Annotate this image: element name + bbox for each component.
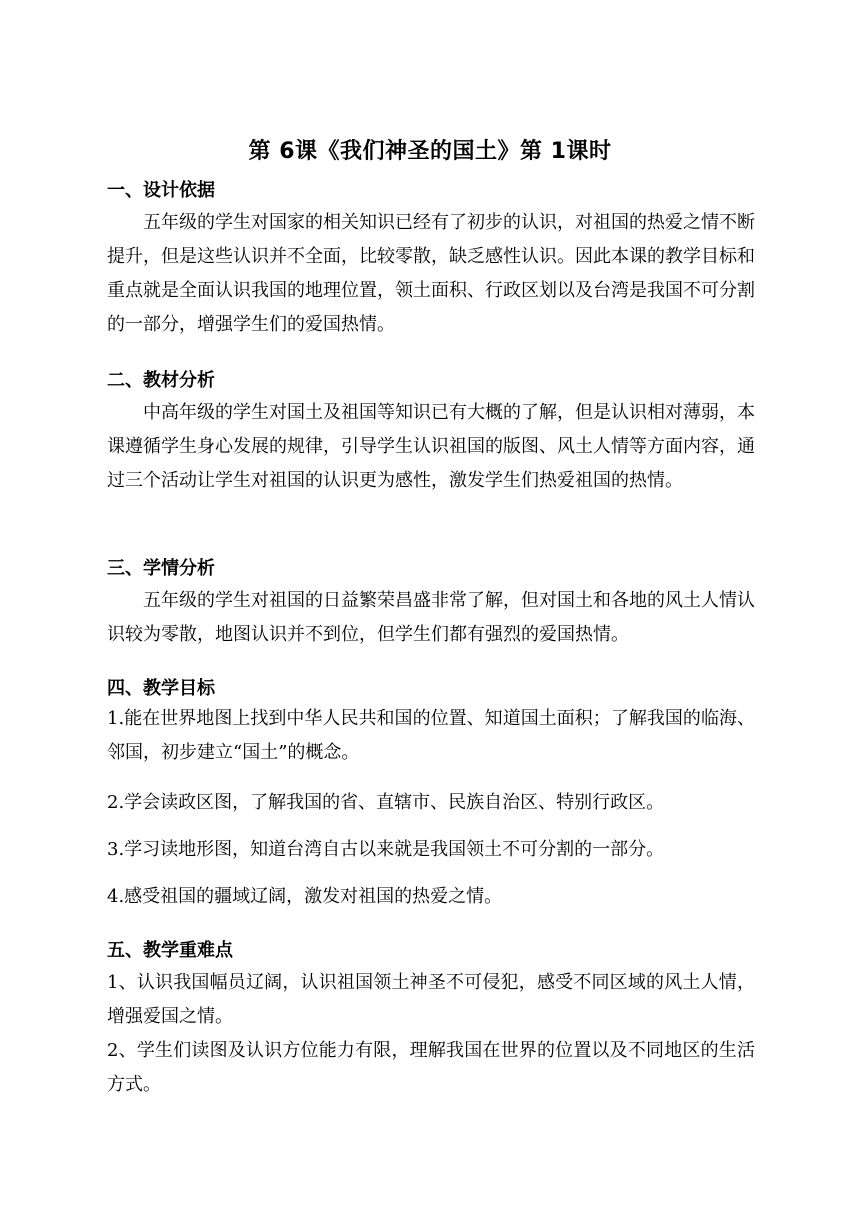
key-point-item: 1、认识我国幅员辽阔，认识祖国领土神圣不可侵犯，感受不同区域的风土人情，增强爱国之情。 [107, 972, 755, 1027]
lesson-title: 第 6课《我们神圣的国土》第 1课时 [248, 139, 612, 164]
key-point-item: 2、学生们读图及认识方位能力有限，理解我国在世界的位置以及不同地区的生活方式。 [107, 1040, 755, 1095]
goal-item: 2.学会读政区图，了解我国的省、直辖市、民族自治区、特别行政区。 [107, 792, 665, 813]
section-heading-material-analysis: 二、教材分析 [107, 370, 215, 391]
goal-item: 3.学习读地形图，知道台湾自古以来就是我国领土不可分割的一部分。 [107, 839, 665, 860]
section-text-design-basis: 五年级的学生对国家的相关知识已经有了初步的认识，对祖国的热爱之情不断提升，但是这些认识并不全面，比较零散，缺乏感性认识。因此本课的教学目标和重点就是全面认识我国的地理位置，领土面积、行政区划以及台湾是我国不可分割的一部分，增强学生们的爱国热情。 [107, 212, 755, 335]
section-heading-teaching-goals: 四、教学目标 [107, 678, 215, 699]
goal-item: 1.能在世界地图上找到中华人民共和国的位置、知道国土面积；了解我国的临海、邻国，初步建立“国土”的概念。 [107, 708, 755, 763]
section-text-student-analysis: 五年级的学生对祖国的日益繁荣昌盛非常了解，但对国土和各地的风土人情认识较为零散，地图认识并不到位，但学生们都有强烈的爱国热情。 [107, 590, 755, 645]
section-heading-student-analysis: 三、学情分析 [107, 558, 215, 579]
section-text-material-analysis: 中高年级的学生对国土及祖国等知识已有大概的了解，但是认识相对薄弱，本课遵循学生身心发展的规律，引导学生认识祖国的版图、风土人情等方面内容，通过三个活动让学生对祖国的认识更为感性，激发学生们热爱祖国的热情。 [107, 402, 755, 491]
section-heading-design-basis: 一、设计依据 [107, 180, 215, 201]
section-heading-key-points: 五、教学重难点 [107, 940, 233, 961]
goal-item: 4.感受祖国的疆域辽阔，激发对祖国的热爱之情。 [107, 886, 503, 907]
